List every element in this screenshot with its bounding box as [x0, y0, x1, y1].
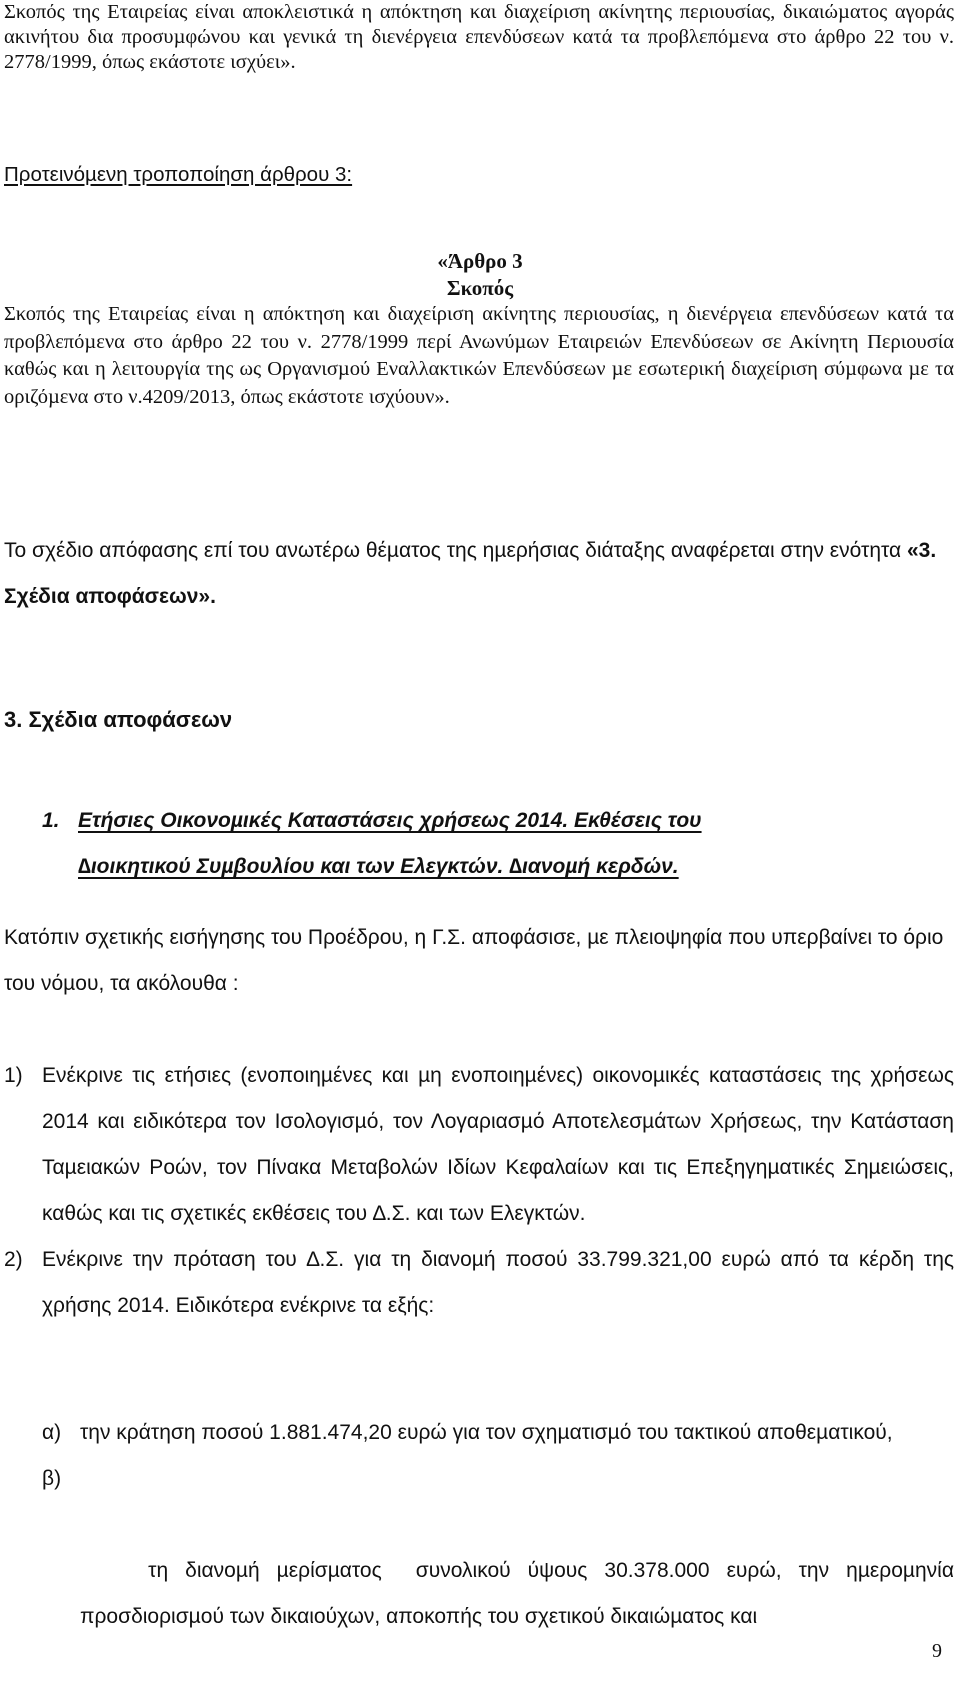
decision-item	[0, 1237, 960, 1329]
subitem	[0, 1410, 960, 1456]
agenda-item-title-line1: Ετήσιες Οικονοµικές Καταστάσεις χρήσεως 2014. Εκθέσεις του	[78, 809, 702, 832]
agenda-reference	[4, 528, 954, 620]
page-number: 9	[932, 1640, 942, 1662]
article-body: Σκοπός της Εταιρείας είναι η απόκτηση και διαχείριση ακίνητης περιουσίας, η διενέργεια επενδύσεων κατά τα προβλεπόµενα στο άρθρο 22 του ν. 2778/1999 περί Ανωνύµων Εταιρειών Επενδύσεων σε Ακίνητη Περιουσία καθώς και η λειτουργία της ως Οργανισµού Εναλλακτικών Επενδύσεων µε εσωτερική διαχείριση σύµφωνα µε τα οριζόµενα στο ν.4209/2013, όπως εκάστοτε ισχύουν».	[4, 303, 954, 408]
article-header	[0, 248, 960, 302]
subitem-list	[0, 1410, 960, 1686]
decision-item	[0, 1053, 960, 1237]
article-number: «Άρθρο 3	[437, 249, 523, 273]
intro-paragraph: Σκοπός της Εταιρείας είναι αποκλειστικά η απόκτηση και διαχείριση ακίνητης περιουσίας, δικαιώµατος αγοράς ακινήτου δια προσυµφώνου και γενικά τη διενέργεια επενδύσεων κατά τα προβλεπόµενα στο άρθρο 22 του ν. 2778/1999, όπως εκάστοτε ισχύει».	[4, 1, 954, 73]
agenda-item-number: 1.	[42, 809, 60, 832]
agenda-item-title-line2: ∆ιοικητικού Συµβουλίου και των Ελεγκτών. ∆ιανοµή κερδών.	[78, 855, 679, 878]
section-heading: 3. Σχέδια αποφάσεων	[4, 707, 233, 732]
subitem-marker: α)	[42, 1421, 62, 1444]
subitem-text: την κράτηση ποσού 1.881.474,20 ευρώ για τον σχηµατισµό του τακτικού αποθεµατικού,	[80, 1421, 893, 1444]
decision-text: Ενέκρινε τις ετήσιες (ενοποιηµένες και µη ενοποιηµένες) οικονοµικές καταστάσεις της χρήσεως 2014 και ειδικότερα τον Ισολογισµό, τον Λογαριασµό Αποτελεσµάτων Χρήσεως, την Κατάσταση Ταµειακών Ροών, τον Πίνακα Μεταβολών Ιδίων Κεφαλαίων και τις Επεξηγηµατικές Σηµειώσεις, καθώς και τις σχετικές εκθέσεις του ∆.Σ. και των Ελεγκτών.	[42, 1064, 954, 1225]
decision-list	[0, 1053, 960, 1329]
agenda-item-heading	[42, 798, 920, 890]
decision-text: Ενέκρινε την πρόταση του ∆.Σ. για τη διανοµή ποσού 33.799.321,00 ευρώ από τα κέρδη της χρήσης 2014. Ειδικότερα ενέκρινε τα εξής:	[42, 1248, 954, 1317]
article-title: Σκοπός	[446, 276, 514, 300]
subitem-text: τη διανοµή µερίσµατος συνολικού ύψους 30.378.000 ευρώ, την ηµεροµηνία προσδιορισµού των δικαιούχων, αποκοπής του σχετικού δικαιώµατος και	[80, 1559, 960, 1628]
subitem	[0, 1456, 960, 1686]
decision-marker: 2)	[4, 1248, 23, 1271]
agenda-reference-text: Το σχέδιο απόφασης επί του ανωτέρω θέµατος της ηµερήσιας διάταξης αναφέρεται στην ενότητα	[4, 539, 907, 562]
proposal-heading: Προτεινόµενη τροποποίηση άρθρου 3:	[4, 163, 353, 186]
agenda-reference-section: «3. Σχέδια αποφάσεων».	[4, 539, 937, 608]
subitem-marker: β)	[42, 1467, 62, 1490]
decision-intro: Κατόπιν σχετικής εισήγησης του Προέδρου, η Γ.Σ. αποφάσισε, µε πλειοψηφία που υπερβαίνει το όριο του νόµου, τα ακόλουθα :	[4, 926, 944, 995]
decision-marker: 1)	[4, 1064, 23, 1087]
